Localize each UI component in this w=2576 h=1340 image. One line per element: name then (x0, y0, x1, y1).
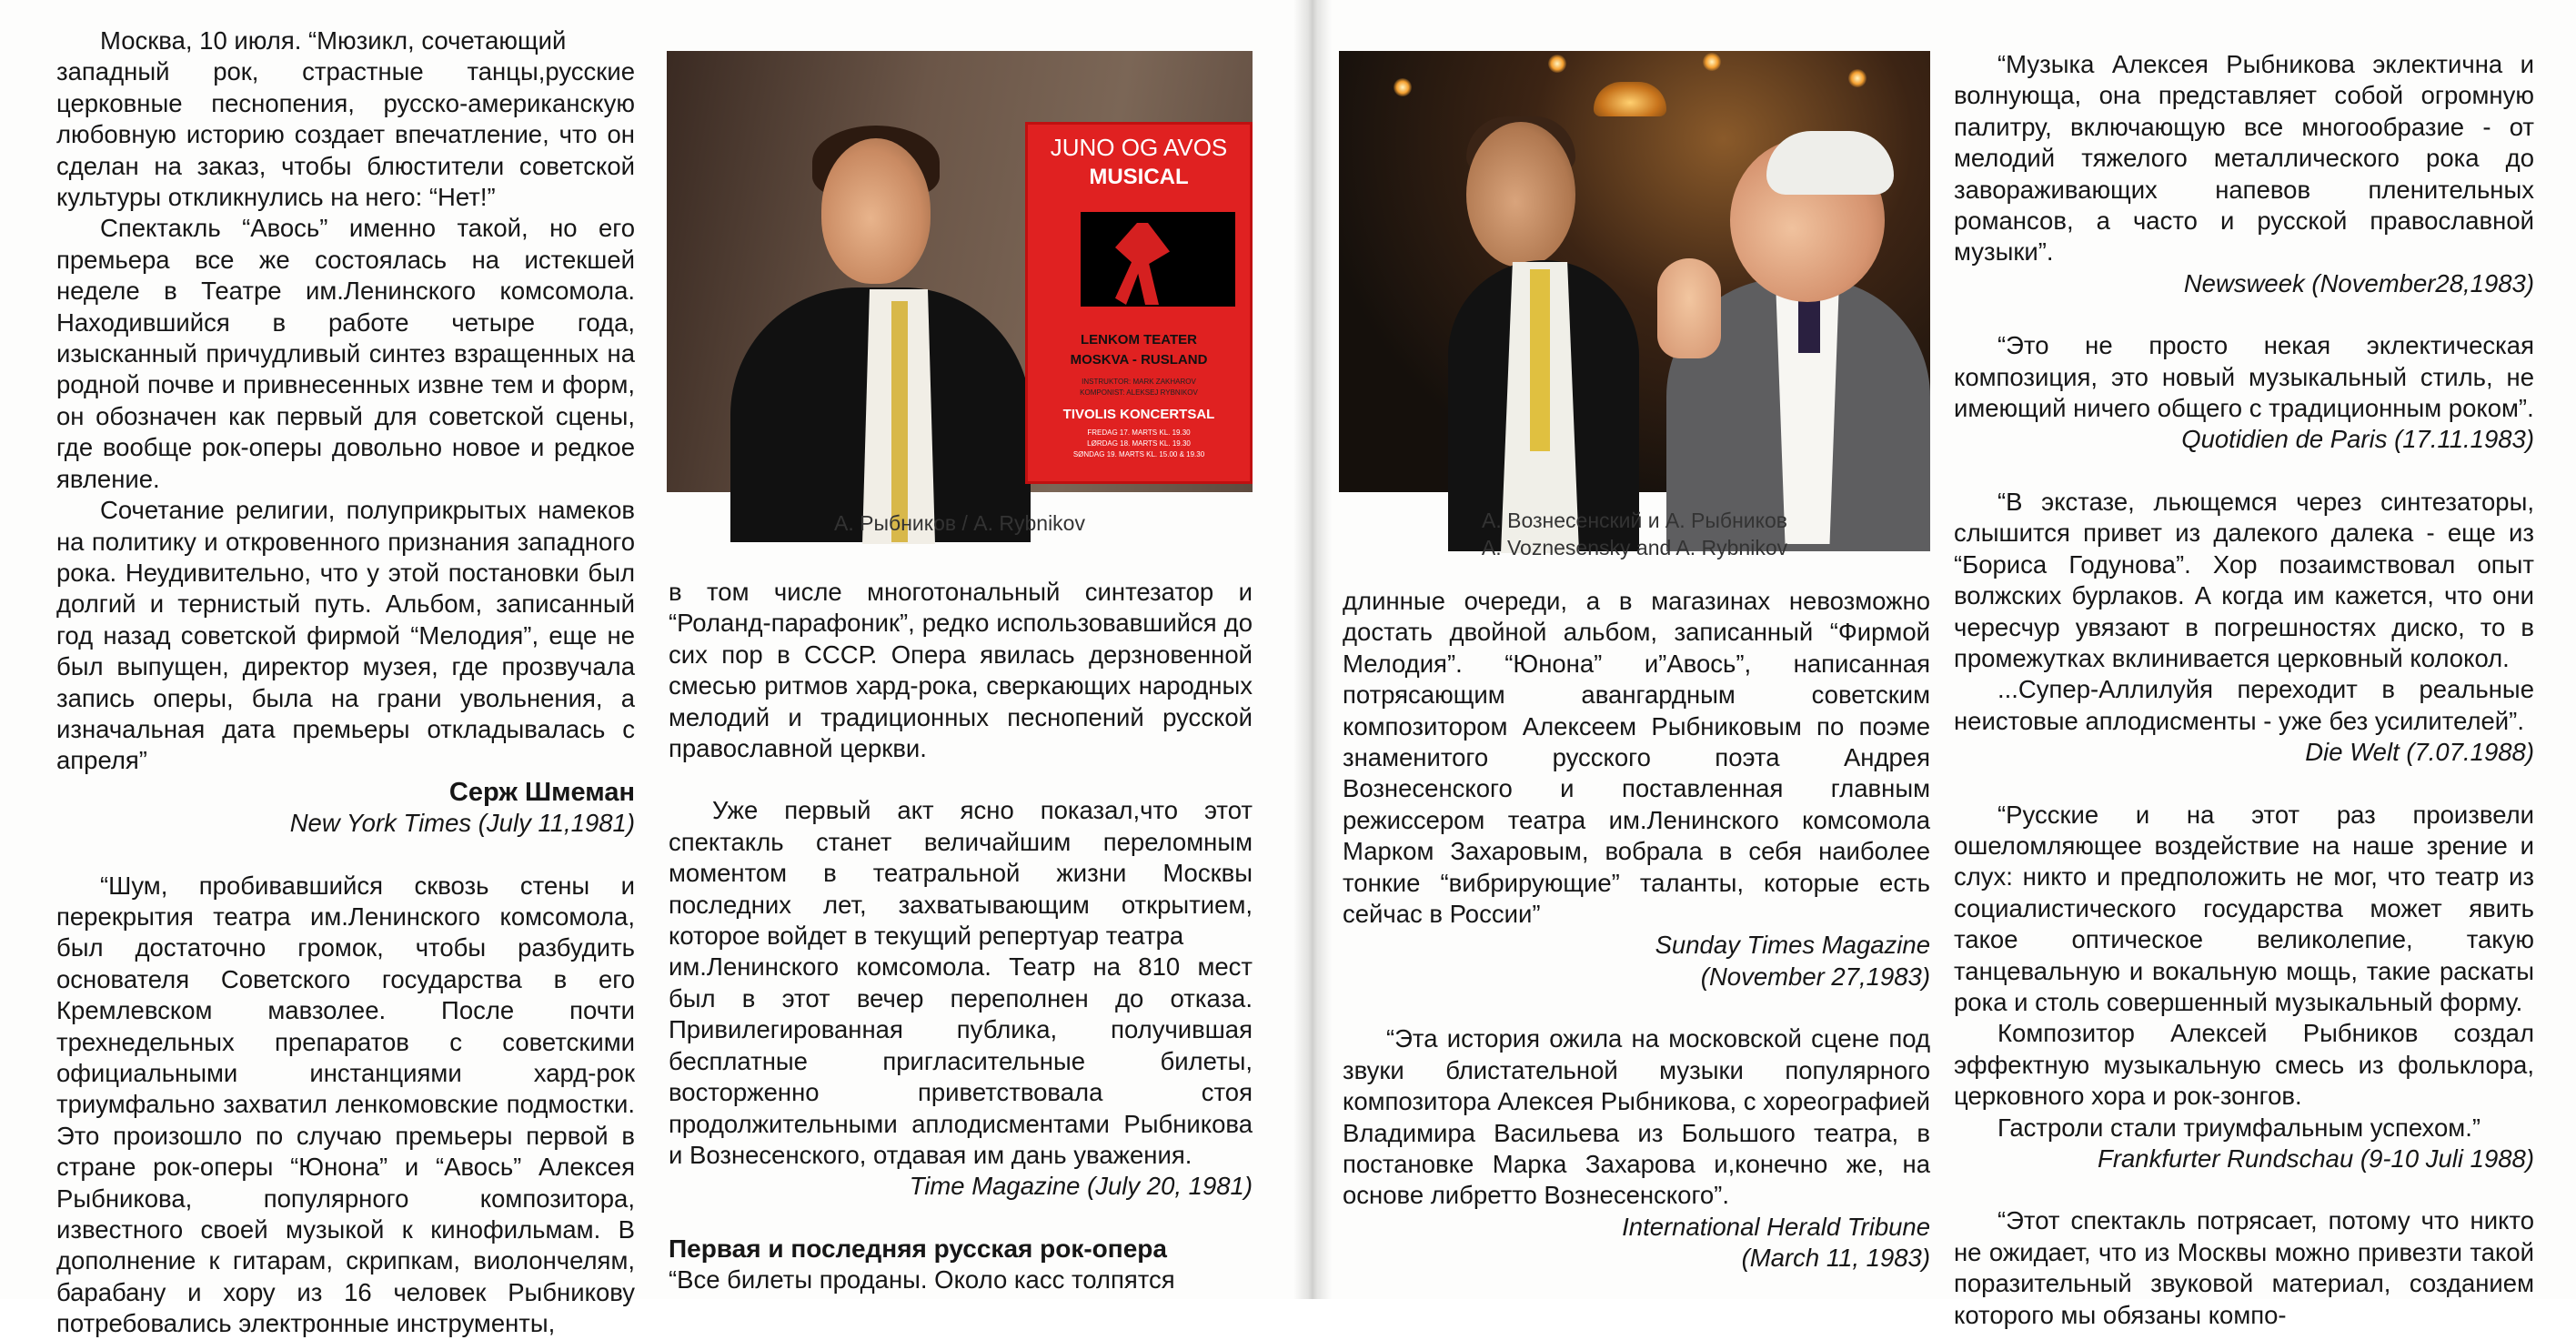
section-heading: Первая и последняя русская рок-опера (669, 1234, 1167, 1263)
column-3 (1343, 586, 1930, 1275)
column-4 (1954, 49, 2534, 1331)
paragraph: в том числе многотональный синтезатор и “Роланд-парафоник”, редко использовавшийся до сих пор в СССР. Опера явилась дерзновенной смесью ритмов хард-рока, сверкающих народных мелодий и традиционных песнопений русской православной церкви. (669, 578, 1253, 763)
poster-date: SØNDAG 19. MARTS KL. 15.00 & 19.30 (1072, 450, 1205, 458)
paragraph: Композитор Алексей Рыбников создал эффектную музыкальную смесь из фольклора, церковного хора и рок-зонгов. (1954, 1019, 2534, 1111)
poster-credit: INSTRUKTOR: MARK ZAKHAROV (1082, 378, 1196, 386)
paragraph: им.Ленинского комсомола. Театр на 810 мест был в этот вечер переполнен до отказа. Привилегированная публика, получившая бесплатные пригласительные билеты, восторженно приветствовала стоя продолжительными аплодисментами Рыбникова и Вознесенского, отдавая им дань уважения. (669, 952, 1253, 1169)
photo-caption: А. Рыбников / A. Rybnikov (834, 511, 1085, 535)
author-name: Серж Шмеман (448, 777, 635, 807)
paragraph: “Это не просто некая эклектическая композиция, это новый музыкальный стиль, не имеющий ничего общего с традиционным роком”. (1954, 331, 2534, 423)
source-citation: International Herald Tribune (1622, 1212, 1930, 1241)
column-2 (669, 577, 1253, 1296)
paragraph: Гастроли стали триумфальным успехом.” (1997, 1113, 2480, 1142)
source-citation-date: (November 27,1983) (1700, 962, 1930, 991)
paragraph: “Все билеты проданы. Около касс толпятся (669, 1265, 1175, 1295)
paragraph: Спектакль “Авось” именно такой, но его премьера все же состоялась на истекшей неделе в Театре им.Ленинского комсомола. Находившийся в работе четыре года, изысканный причудливый синтез взращенных на родной почве и привнесенных извне тем и форм, он обозначен как первый для советской сцены, где вообще рок-оперы довольно новое и редкое явление. (56, 214, 635, 493)
poster-credit: KOMPONIST: ALEKSEJ RYBNIKOV (1080, 388, 1198, 397)
paragraph: “В экстазе, льющемся через синтезаторы, слышится привет из далекого далека - еще из “Бориса Годунова”. Хор позаимствовал опыт волжских бурлаков. А когда им кажется, что они чересчур увязают в погрешностях диско, то в промежутках вклинивается церковный колокол. (1954, 487, 2534, 672)
poster-date: FREDAG 17. MARTS KL. 19.30 (1087, 428, 1191, 437)
poster-theatre: LENKOM TEATER (1080, 332, 1198, 348)
source-citation: Quotidien de Paris (17.11.1983) (2181, 425, 2534, 454)
source-citation: Die Welt (7.07.1988) (2305, 738, 2534, 767)
paragraph: Сочетание религии, полуприкрытых намеков на политику и откровенного признания западного рока. Неудивительно, что у этой постановки был долгий и тернистый путь. Альбом, записанный год назад советской фирмой “Мелодия”, еще не был выпущен, директор музея, где прозвучала запись оперы, была на грани увольнения, а изначальная дата премьеры откладывалась с апреля” (56, 496, 635, 775)
photo-rybnikov (667, 51, 1253, 492)
poster-date: LØRDAG 18. MARTS KL. 19.30 (1087, 439, 1191, 448)
source-citation: New York Times (July 11,1981) (289, 809, 635, 838)
source-citation: Sunday Times Magazine (1655, 931, 1930, 960)
paragraph: Уже первый акт ясно показал,что этот спектакль станет величайшим переломным моментом в театральной жизни Москвы последних лет, захватывающим открытием, которое войдет в текущий репертуар театра (669, 796, 1253, 951)
paragraph: длинные очереди, а в магазинах невозможно достать двойной альбом, записанный “Фирмой Мелодия”. “Юнона” и”Авось”, написанная потрясающим авангардным советским композитором Алексеем Рыбниковым по поэме знаменитого русского поэта Андрея Вознесенского и поставленная главным режиссером театра им.Ленинского комсомола Марком Захаровым, вобрала в себя наиболее тонкие “вибрирующие” таланты, которые есть сейчас в России” (1343, 587, 1930, 929)
paragraph: “Эта история ожила на московской сцене под звуки блистательной музыки популярного композитора Алексея Рыбникова, с хореографией Владимира Васильева из Большого театра, в постановке Марка Захарова и,конечно же, на основе либретто Вознесенского”. (1343, 1024, 1930, 1210)
paragraph: “Этот спектакль потрясает, потому что никто не ожидает, что из Москвы можно привезти такой поразительный звуковой материал, созданием которого мы обязаны компо- (1954, 1206, 2534, 1329)
source-citation: Frankfurter Rundschau (9-10 Juli 1988) (2098, 1144, 2534, 1173)
photo-voznesensky-rybnikov (1339, 51, 1930, 492)
source-citation: Time Magazine (July 20, 1981) (909, 1172, 1253, 1201)
poster-place: MOSKVA - RUSLAND (1070, 352, 1208, 368)
photo-caption: А. Вознесенский и А. Рыбников (1482, 509, 1787, 532)
paragraph-intro: западный рок, страстные танцы,русские церковные песнопения, русско-американскую любовную историю создает впечатление, что он сделан на заказ, чтобы блюстители советской культуры откликнулись на него: “Нет!” (56, 57, 635, 212)
source-citation-date: (March 11, 1983) (1741, 1244, 1930, 1273)
poster-venue: TIVOLIS KONCERTSAL (1062, 407, 1215, 422)
photo-caption-english: A. Voznesensky and A. Rybnikov (1481, 536, 1788, 559)
paragraph: ...Супер-Аллилуйя переходит в реальные неистовые аплодисменты - уже без усилителей”. (1954, 675, 2534, 735)
poster-subtitle: MUSICAL (1089, 165, 1189, 189)
column-1 (56, 25, 635, 1340)
paragraph: “Шум, пробивавшийся сквозь стены и перекрытия театра им.Ленинского комсомола, был достаточно громок, чтобы разбудить основателя Советского государства в его Кремлевском мавзолее. После почти трехнедельных препаратов с советскими официальными инстанциями хард-рок триумфально захватил ленкомовские подмостки. Это произошло по случаю премьеры первой в стране рок-оперы “Юнона” и “Авось” Алексея Рыбникова, популярного композитора, известного своей музыкой к кинофильмам. В дополнение к гитарам, скрипкам, виолончелям, барабану и хору из 16 человек Рыбникову потребовались электронные инструменты, (56, 871, 635, 1338)
booklet-spine (1293, 0, 1332, 1299)
paragraph-intro-line: Москва, 10 июля. “Мюзикл, сочетающий (100, 26, 567, 55)
paragraph: “Музыка Алексея Рыбникова эклектична и волнующа, она представляет собой огромную палитру, включающую все многообразие - от мелодий тяжелого металлического рока до завораживающих напевов пленительных романсов, а часто и русской православной музыки”. (1954, 50, 2534, 267)
gesturing-hand (1657, 258, 1721, 358)
paragraph: “Русские и на этот раз произвели ошеломляющее воздействие на наше зрение и слух: никто и предположить не мог, что театр из социалистического государства может явить такое оптическое великолепие, такую танцевальную и вокальную мощь, такие раскаты рока и столь совершенный музыкальный форму. (1954, 800, 2534, 1016)
musical-poster (1025, 122, 1253, 484)
poster-title: JUNO OG AVOS (1050, 134, 1228, 161)
source-citation: Newsweek (November28,1983) (2183, 268, 2534, 297)
